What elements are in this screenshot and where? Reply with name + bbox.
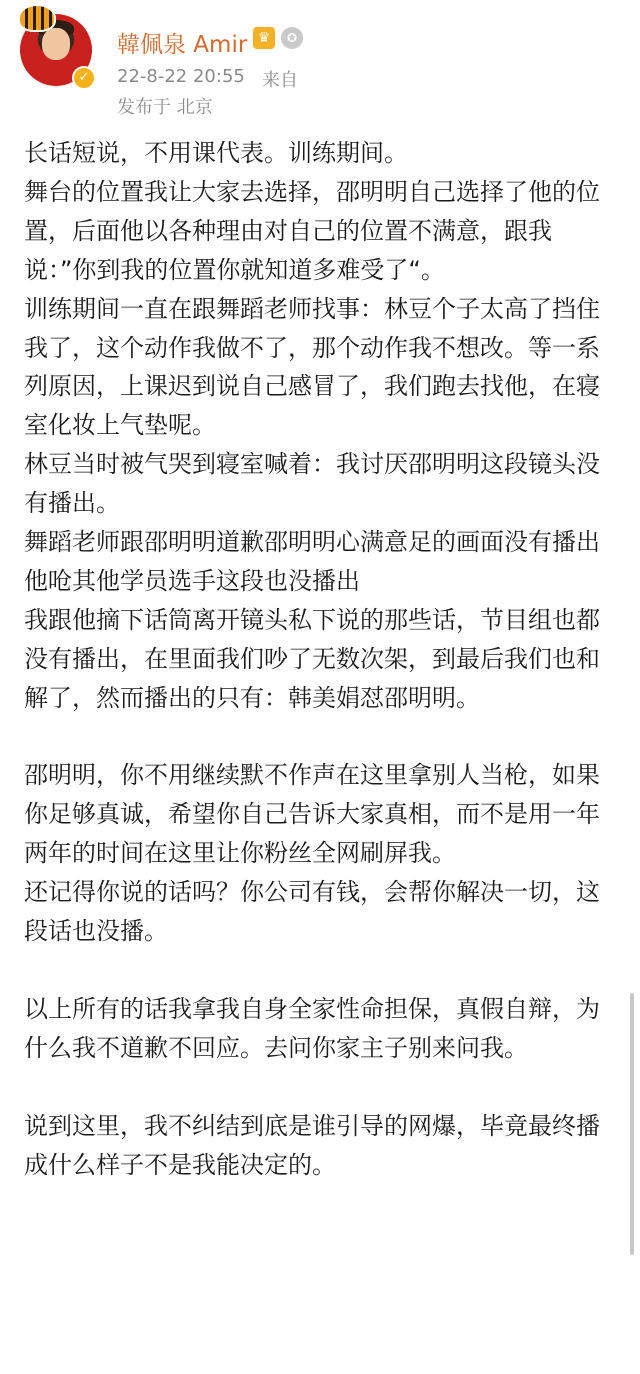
crown-badge-icon[interactable]: ♛ xyxy=(253,27,275,49)
avatar[interactable] xyxy=(20,8,96,86)
post-source: 来自 xyxy=(262,70,298,91)
post-location: 发布于 北京 xyxy=(117,97,213,118)
scrollbar[interactable] xyxy=(630,993,634,1255)
post-time: 22-8-22 20:55 xyxy=(117,66,245,87)
paragraph-gap xyxy=(24,718,620,757)
post-paragraph: 舞蹈老师跟邵明明道歉邵明明心满意足的画面没有播出 xyxy=(24,528,600,557)
avatar-face xyxy=(42,28,70,60)
paragraph-gap xyxy=(24,1068,620,1107)
post-header xyxy=(0,0,640,125)
medal-badge-icon[interactable]: ✪ xyxy=(281,27,303,49)
post-paragraph: 以上所有的话我拿我自身全家性命担保，真假自辩，为什么我不道歉不回应。去问你家主子别来问我。 xyxy=(24,994,600,1062)
post-content xyxy=(24,134,620,1184)
tiger-frame-icon xyxy=(18,4,56,32)
post-paragraph: 长话短说，不用课代表。训练期间。 xyxy=(24,139,408,167)
post-paragraph: 还记得你说的话吗？你公司有钱，会帮你解决一切，这段话也没播。 xyxy=(24,878,600,946)
post-paragraph: 林豆当时被气哭到寝室喊着：我讨厌邵明明这段镜头没有播出。 xyxy=(24,450,600,518)
post-paragraph: 训练期间一直在跟舞蹈老师找事：林豆个子太高了挡住我了，这个动作我做不了，那个动作我不想改。等一系列原因，上课迟到说自己感冒了，我们跑去找他，在寝室化妆上气垫呢。 xyxy=(24,294,600,440)
paragraph-gap xyxy=(24,951,620,990)
post-paragraph: 我跟他摘下话筒离开镜头私下说的那些话，节目组也都没有播出，在里面我们吵了无数次架，到最后我们也和解了，然而播出的只有：韩美娟怼邵明明。 xyxy=(24,605,600,712)
post-paragraph: 说到这里，我不纠结到底是谁引导的网爆，毕竟最终播成什么样子不是我能决定的。 xyxy=(24,1111,600,1179)
username[interactable]: 韓佩泉 Amir xyxy=(117,32,248,58)
post-paragraph: 舞台的位置我让大家去选择，邵明明自己选择了他的位置，后面他以各种理由对自己的位置不满意，跟我说：”你到我的位置你就知道多难受了“。 xyxy=(24,177,600,284)
verified-icon: ✓ xyxy=(72,66,96,90)
post-paragraph: 邵明明，你不用继续默不作声在这里拿别人当枪，如果你足够真诚，希望你自己告诉大家真相，而不是用一年两年的时间在这里让你粉丝全网刷屏我。 xyxy=(24,761,600,868)
post-paragraph: 他呛其他学员选手这段也没播出 xyxy=(24,566,360,595)
